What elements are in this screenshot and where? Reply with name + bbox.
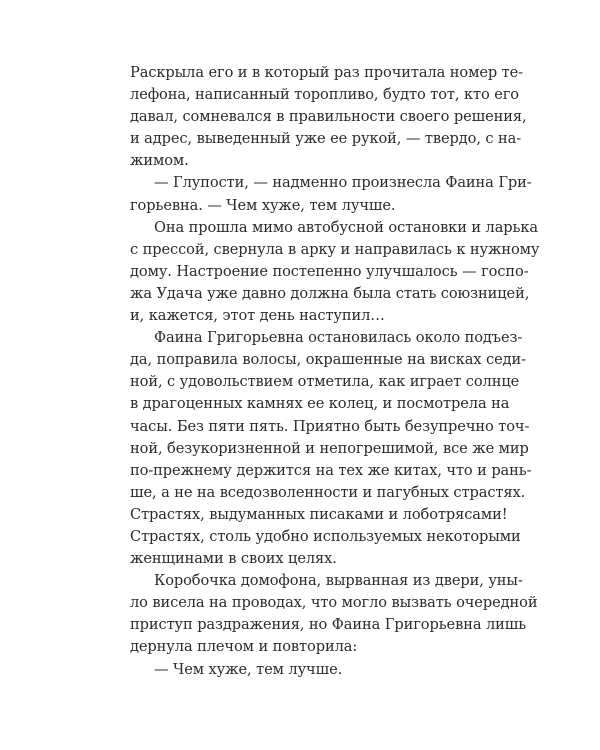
text-line: — Глупости, — надменно произнесла Фаина Гри- <box>154 174 532 192</box>
text-line: женщинами в своих целях. <box>130 550 337 568</box>
text-line: и адрес, выведенный уже ее рукой, — твердо, с на- <box>130 130 522 148</box>
text-line: ной, с удовольствием отметила, как играет солнце <box>130 373 520 391</box>
text-line: жа Удача уже давно должна была стать союзницей, <box>130 284 530 302</box>
text-line: часы. Без пяти пять. Приятно быть безупречно точ- <box>130 417 530 435</box>
body-text <box>130 62 540 681</box>
text-line: Фаина Григорьевна остановилась около подъез- <box>154 329 523 347</box>
paragraph <box>130 172 532 216</box>
paragraph <box>130 570 538 658</box>
text-line: да, поправила волосы, окрашенные на висках седи- <box>130 351 526 369</box>
text-line: Раскрыла его и в который раз прочитала номер те- <box>130 64 523 81</box>
text-line: давал, сомневался в правильности своего решения, <box>130 108 527 126</box>
paragraph <box>130 217 540 327</box>
text-line: и, кажется, этот день наступил… <box>130 307 385 325</box>
text-line: приступ раздражения, но Фаина Григорьевна лишь <box>130 616 527 634</box>
paragraph <box>130 659 473 681</box>
paragraph <box>130 327 532 570</box>
text-line: ло висела на проводах, что могло вызвать очередной <box>130 594 538 612</box>
text-line: ной, безукоризненной и непогрешимой, все же мир <box>130 439 529 457</box>
text-line: Страстях, столь удобно используемых некоторыми <box>130 527 521 545</box>
text-line: горьевна. — Чем хуже, тем лучше. <box>130 196 396 214</box>
paragraph <box>130 62 527 172</box>
text-line: Коробочка домофона, вырванная из двери, уны- <box>154 572 523 590</box>
text-line: с прессой, свернула в арку и направилась к нужному <box>130 240 540 258</box>
text-line: дому. Настроение постепенно улучшалось — госпо- <box>130 262 529 280</box>
text-line: в драгоценных камнях ее колец, и посмотрела на <box>130 395 510 413</box>
text-line: Она прошла мимо автобусной остановки и ларька <box>154 218 539 236</box>
text-line: Страстях, выдуманных писаками и лоботрясами! <box>130 505 508 523</box>
text-line: — Чем хуже, тем лучше. <box>154 660 343 678</box>
text-line: дернула плечом и повторила: <box>130 638 358 656</box>
text-line: лефона, написанный торопливо, будто тот, кто его <box>130 86 519 104</box>
text-line: жимом. <box>130 152 189 170</box>
text-line: ше, а не на вседозволенности и пагубных страстях. <box>130 483 526 501</box>
text-line: по-прежнему держится на тех же китах, что и рань- <box>130 461 532 479</box>
